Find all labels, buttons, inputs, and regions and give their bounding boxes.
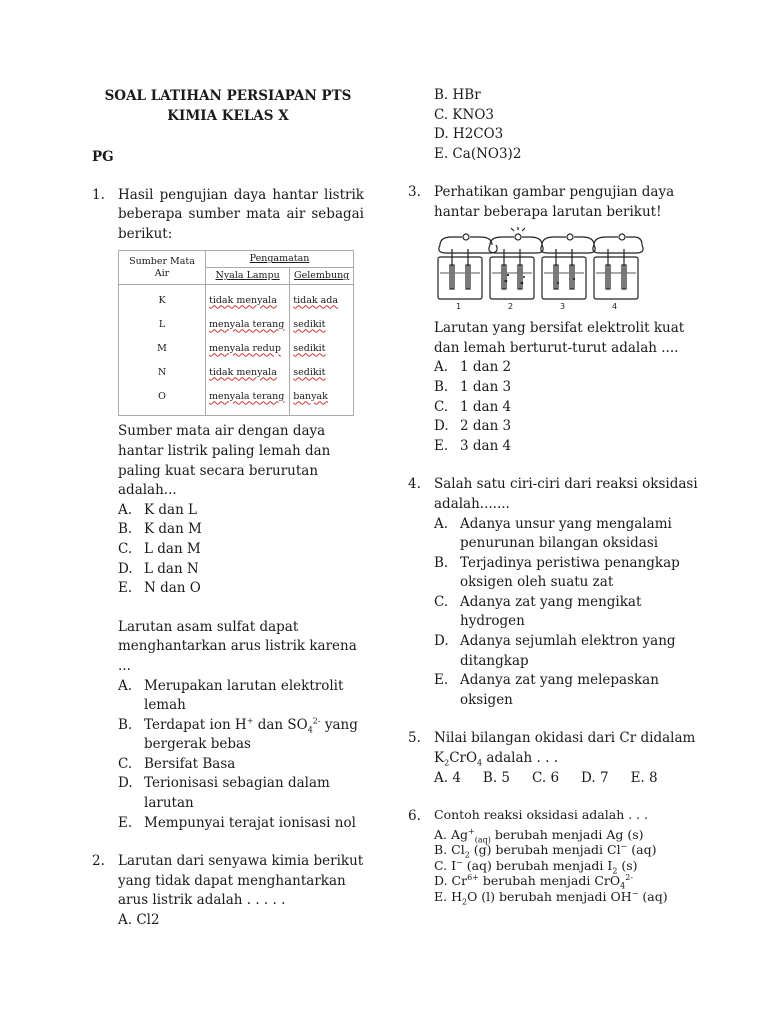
table-row	[119, 337, 354, 361]
option-d[interactable]: D. 7	[581, 769, 609, 786]
option-e[interactable]: E. Ca(NO3)2	[434, 145, 522, 162]
table-header: Nyala Lampu	[206, 268, 290, 285]
table-cell: tidak ada	[290, 285, 354, 314]
table-cell: banyak	[290, 385, 354, 416]
option-text: L dan N	[144, 560, 199, 577]
option-letter: A.	[434, 515, 449, 532]
option-a[interactable]	[118, 501, 364, 521]
option-c[interactable]	[434, 398, 698, 418]
question-5	[408, 729, 698, 768]
option-letter: D.	[434, 633, 449, 650]
option-e[interactable]	[434, 437, 698, 457]
option-e[interactable]: E. 8	[630, 769, 658, 786]
question-4	[408, 475, 698, 514]
option-letter: E.	[434, 672, 449, 689]
question-text: Larutan asam sulfat dapat menghantarkan arus listrik karena ...	[118, 618, 357, 674]
option-c[interactable]: C. I− (aq) berubah menjadi $I_2$ (s)	[434, 857, 638, 876]
option-text: Terdapat ion H+ dan $SO_4^{2-}$ yang bergerak bebas	[144, 716, 358, 753]
option-letter: A.	[118, 501, 133, 518]
option-letter: B.	[118, 716, 133, 733]
table-header: Pengamatan	[206, 251, 354, 268]
question-2	[92, 852, 364, 911]
question-6	[408, 807, 698, 827]
option-letter: C.	[434, 398, 449, 415]
option-letter: A.	[434, 359, 449, 376]
option-a[interactable]: A. 4	[434, 769, 461, 786]
option-a[interactable]	[118, 677, 364, 716]
table-row	[119, 313, 354, 337]
option-a[interactable]: A. $Ag^+_{(aq)}$ berubah menjadi Ag (s)	[434, 826, 644, 845]
option-letter: D.	[434, 418, 449, 435]
table-cell: tidak menyala	[206, 361, 290, 385]
observation-table	[118, 250, 354, 416]
option-text: K dan M	[144, 521, 202, 538]
option-row	[408, 769, 698, 789]
table-cell: M	[119, 337, 206, 361]
option-text: K dan L	[144, 501, 198, 518]
table-cell: sedikit	[290, 361, 354, 385]
option-letter: C.	[118, 755, 133, 772]
question-number: 6.	[408, 808, 421, 825]
option-c[interactable]	[434, 593, 698, 632]
option-text: Adanya zat yang mengikat hydrogen	[460, 593, 642, 630]
option-a[interactable]	[434, 358, 698, 378]
option-text: 1 dan 4	[460, 398, 512, 415]
question-text: Hasil pengujian daya hantar listrik beberapa sumber mata air sebagai berikut:	[118, 186, 364, 242]
option-e[interactable]	[434, 671, 698, 710]
figure-label: 1	[456, 301, 462, 311]
option-c[interactable]: C. 6	[532, 769, 560, 786]
option-text: Terjadinya peristiwa penangkap oksigen oleh suatu zat	[460, 554, 680, 591]
option-c[interactable]	[118, 540, 364, 560]
option-text: Terionisasi sebagian dalam larutan	[144, 775, 330, 812]
option-a[interactable]	[434, 515, 698, 554]
left-column	[92, 86, 364, 931]
bulb-icon	[567, 234, 573, 240]
table-cell: K	[119, 285, 206, 314]
table-row	[119, 361, 354, 385]
option-letter: B.	[434, 554, 449, 571]
option-c[interactable]: C. KNO3	[434, 106, 494, 123]
option-text: N dan O	[144, 580, 201, 597]
option-d[interactable]	[434, 417, 698, 437]
right-column	[408, 86, 698, 907]
option-a[interactable]: A. Cl2	[118, 912, 160, 929]
table-row	[119, 285, 354, 314]
table-row	[119, 385, 354, 416]
table-cell: menyala terang	[206, 385, 290, 416]
option-letter: D.	[118, 775, 133, 792]
option-d[interactable]	[118, 774, 364, 813]
option-d[interactable]: D. $Cr^{6+}$ berubah menjadi CrO$_4^{2-}$	[434, 873, 634, 891]
option-e[interactable]: E. $H_2O$ (l) berubah menjadi OH− (aq)	[434, 888, 668, 907]
electrolyte-test-figure	[434, 227, 698, 318]
option-letter: E.	[118, 814, 133, 831]
option-text: 1 dan 2	[460, 359, 512, 376]
table-cell: O	[119, 385, 206, 416]
option-d[interactable]	[118, 560, 364, 580]
question-text: Contoh reaksi oksidasi adalah . . .	[434, 807, 649, 823]
question-text: Sumber mata air dengan daya hantar listrik paling lemah dan paling kuat secara berurutan adalah...	[118, 423, 331, 499]
option-text: 1 dan 3	[460, 378, 512, 395]
option-text: Adanya unsur yang mengalami penurunan bilangan oksidasi	[460, 515, 672, 552]
option-e[interactable]	[118, 579, 364, 599]
option-text: Adanya sejumlah elektron yang ditangkap	[460, 633, 676, 669]
electrolyte-apparatus-svg	[434, 227, 644, 311]
bulb-icon	[463, 234, 469, 240]
option-text: Merupakan larutan elektrolit lemah	[144, 677, 344, 714]
option-b[interactable]: B. $Cl_2$ (g) berubah menjadi Cl− (aq)	[434, 842, 657, 860]
option-c[interactable]	[118, 755, 364, 775]
doc-title: SOAL LATIHAN PERSIAPAN PTS	[104, 88, 352, 104]
bulb-icon	[515, 234, 521, 240]
option-e[interactable]	[118, 814, 364, 834]
doc-subtitle: KIMIA KELAS X	[167, 108, 289, 124]
table-header: Gelembung	[290, 268, 354, 285]
option-letter: B.	[118, 521, 133, 538]
option-letter: A.	[118, 677, 133, 694]
option-b[interactable]: B. HBr	[434, 87, 481, 103]
table-header: Sumber Mata Air	[119, 251, 206, 285]
option-text: L dan M	[144, 540, 201, 557]
option-text: Bersifat Basa	[144, 755, 236, 772]
table-cell: sedikit	[290, 337, 354, 361]
bulb-icon	[619, 234, 625, 240]
option-d[interactable]: D. H2CO3	[434, 126, 504, 143]
option-text: Mempunyai terajat ionisasi nol	[144, 814, 356, 831]
table-cell: menyala terang	[206, 313, 290, 337]
table-cell: sedikit	[290, 313, 354, 337]
option-letter: E.	[434, 437, 449, 454]
option-letter: E.	[118, 580, 133, 597]
option-letter: B.	[434, 378, 449, 395]
question-number: 3.	[408, 184, 421, 201]
figure-label: 2	[508, 301, 514, 311]
option-letter: C.	[118, 540, 133, 557]
question-number: 2.	[92, 853, 105, 870]
figure-label: 3	[560, 301, 566, 311]
question-number: 4.	[408, 476, 421, 493]
question-text: Larutan dari senyawa kimia berikut yang tidak dapat menghantarkan arus listrik adalah . . . . .	[118, 853, 364, 909]
question-3	[408, 183, 698, 222]
option-d[interactable]	[434, 632, 698, 671]
option-text: 3 dan 4	[460, 437, 512, 454]
table-cell: L	[119, 313, 206, 337]
question-1	[92, 186, 364, 245]
question-text: Perhatikan gambar pengujian daya hantar beberapa larutan berikut!	[434, 184, 675, 220]
question-text: Nilai bilangan okidasi dari Cr didalam $K_2CrO_4$ adalah . . .	[434, 730, 696, 768]
table-cell: N	[119, 361, 206, 385]
question-number: 5.	[408, 730, 421, 747]
table-cell: menyala redup	[206, 337, 290, 361]
table-cell: tidak menyala	[206, 285, 290, 314]
option-letter: D.	[118, 560, 133, 577]
option-b[interactable]	[434, 554, 698, 593]
question-text: Larutan yang bersifat elektrolit kuat dan lemah berturut-turut adalah ....	[434, 320, 685, 356]
option-b[interactable]	[434, 378, 698, 398]
option-b[interactable]	[118, 520, 364, 540]
figure-label: 4	[612, 301, 618, 311]
question-number: 1.	[92, 186, 105, 203]
option-b[interactable]: B. 5	[482, 769, 511, 786]
section-label: PG	[92, 149, 114, 165]
question-text: Salah satu ciri-ciri dari reaksi oksidasi adalah.......	[434, 476, 698, 512]
option-text: Adanya zat yang melepaskan oksigen	[460, 672, 659, 708]
option-letter: C.	[434, 593, 449, 610]
option-b[interactable]	[118, 716, 364, 755]
option-text: 2 dan 3	[460, 418, 512, 435]
